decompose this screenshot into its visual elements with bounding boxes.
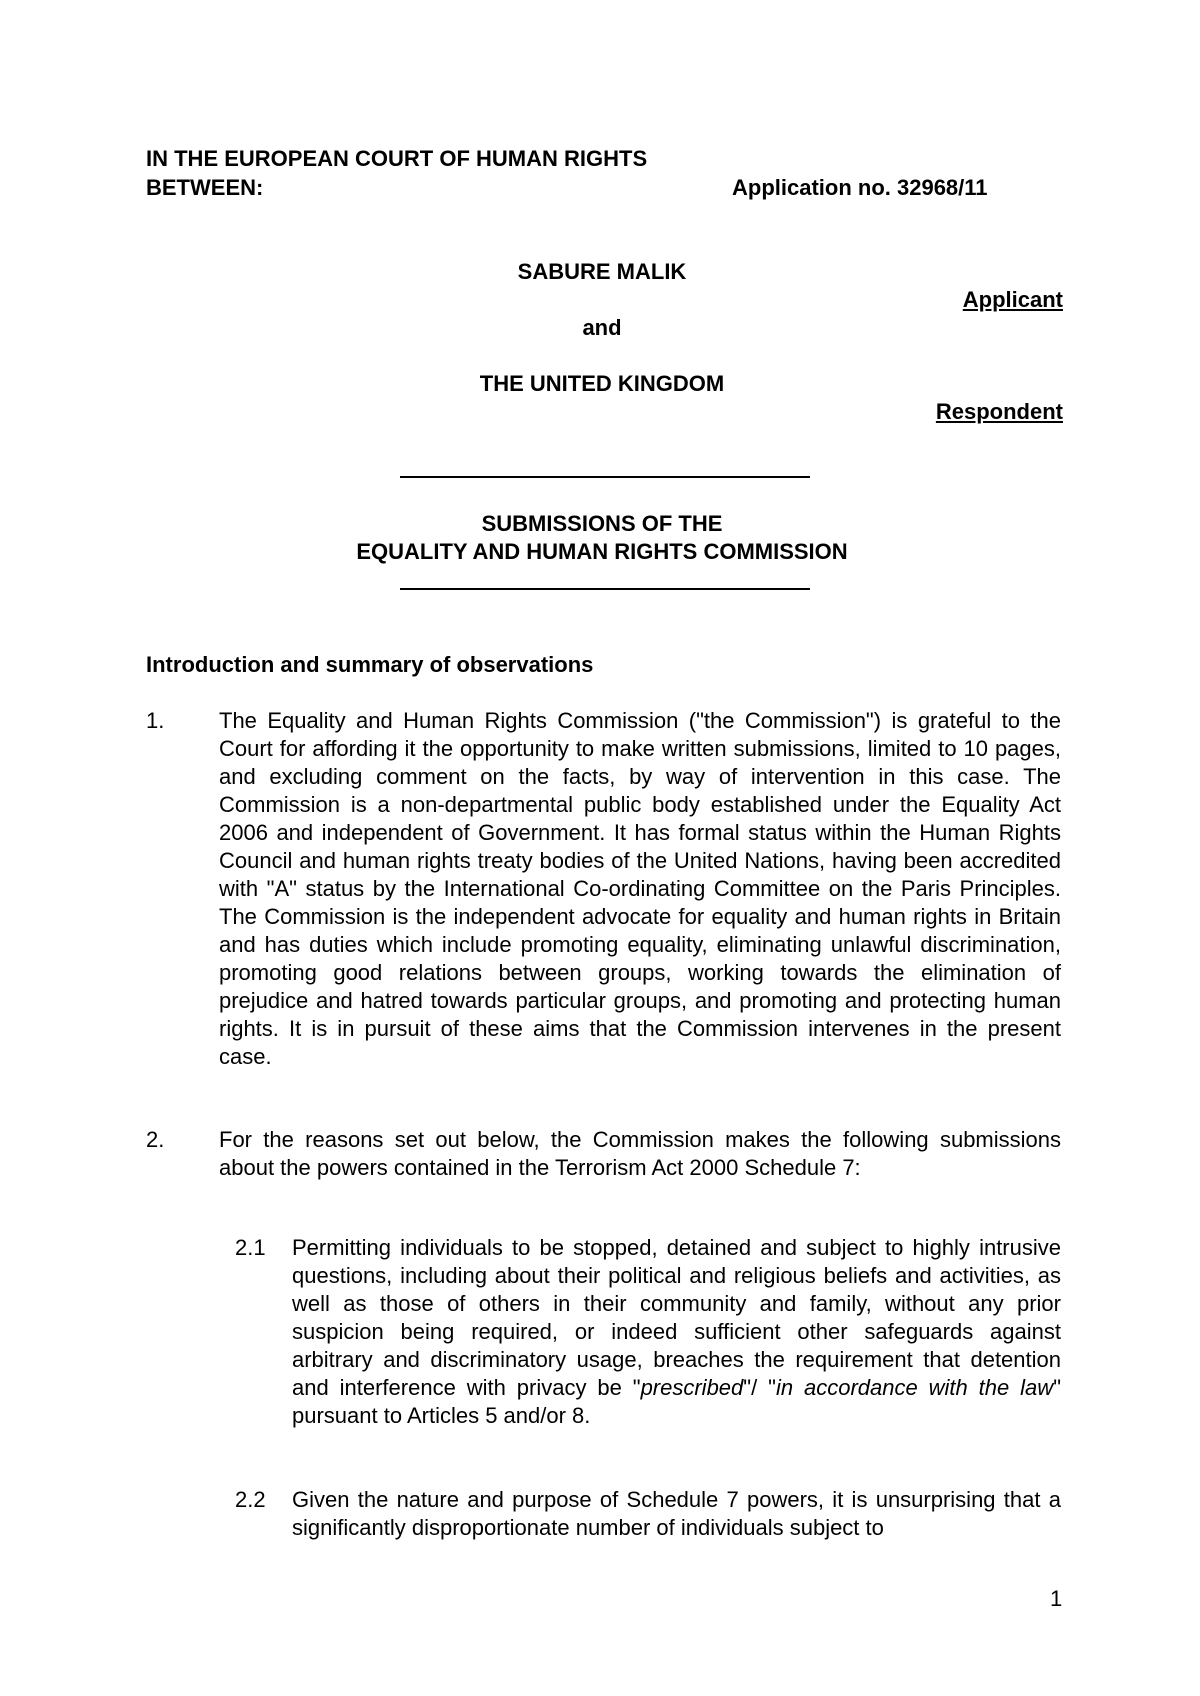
- subparagraph-text: Given the nature and purpose of Schedule 7 powers, it is unsurprising that a significantly disproportionate number of individuals subject to: [292, 1487, 1061, 1540]
- court-heading: IN THE EUROPEAN COURT OF HUMAN RIGHTS: [146, 146, 648, 171]
- subparagraph-number: 2.1: [235, 1235, 266, 1260]
- subparagraph-text: Permitting individuals to be stopped, detained and subject to highly intrusive questions, including about their political and religious beliefs and activities, as well as those of others in their community and family, without any prior suspicion being required, or indeed sufficient other safeguards against arbitrary and discriminatory usage, breaches the requirement that detention and interference with privacy be "prescribed"/ "in accordance with the law" pursuant to Articles 5 and/or 8.: [292, 1235, 1061, 1428]
- applicant-role: Applicant: [962, 287, 1063, 312]
- paragraph-text: The Equality and Human Rights Commission ("the Commission") is grateful to the Court for affording it the opportunity to make written submissions, limited to 10 pages, and excluding comment on the facts, by way of intervention in this case. The Commission is a non-departmental public body established under the Equality Act 2006 and independent of Government. It has formal status within the Human Rights Council and human rights treaty bodies of the United Nations, having been accredited with "A" status by the International Co-ordinating Committee on the Paris Principles. The Commission is the independent advocate for equality and human rights in Britain and has duties which include promoting equality, eliminating unlawful discrimination, promoting good relations between groups, working towards the elimination of prejudice and hatred towards particular groups, and promoting and protecting human rights. It is in pursuit of these aims that the Commission intervenes in the present case.: [219, 708, 1061, 1069]
- title-rule-top: [400, 476, 810, 478]
- respondent-name: THE UNITED KINGDOM: [479, 371, 725, 396]
- paragraph-number: 2.: [146, 1127, 165, 1152]
- between-label: BETWEEN:: [146, 175, 264, 200]
- paragraph-text: For the reasons set out below, the Commission makes the following submissions about the powers contained in the Terrorism Act 2000 Schedule 7:: [219, 1127, 1061, 1180]
- application-number: Application no. 32968/11: [732, 175, 988, 200]
- title-rule-bottom: [400, 588, 810, 590]
- applicant-name: SABURE MALIK: [517, 259, 687, 284]
- subparagraph-number: 2.2: [235, 1487, 266, 1512]
- italic-term: prescribed: [640, 1375, 744, 1400]
- section-heading: Introduction and summary of observations: [146, 652, 594, 677]
- conjunction-and: and: [582, 315, 622, 340]
- italic-term: in accordance with the law: [775, 1375, 1054, 1400]
- title-line-2: EQUALITY AND HUMAN RIGHTS COMMISSION: [356, 539, 848, 564]
- paragraph-number: 1.: [146, 708, 165, 733]
- respondent-role: Respondent: [935, 399, 1063, 424]
- page-number: 1: [1050, 1586, 1063, 1611]
- title-line-1: SUBMISSIONS OF THE: [481, 511, 723, 536]
